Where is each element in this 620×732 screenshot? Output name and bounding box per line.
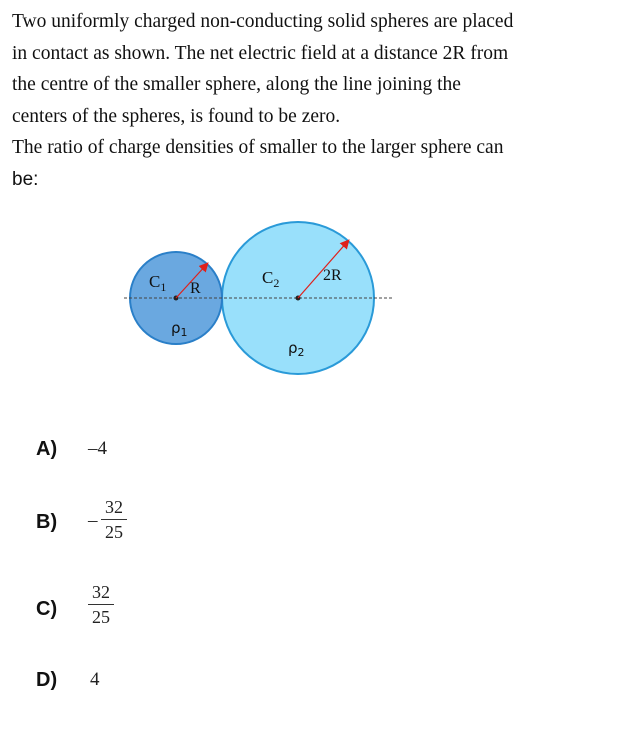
question-line: the centre of the smaller sphere, along the line joining the	[12, 74, 461, 95]
spheres-figure	[110, 215, 400, 385]
option-d-value[interactable]: 4	[90, 669, 100, 690]
large-radius-label: 2R	[323, 267, 342, 284]
question-text	[12, 6, 612, 195]
option-a-value[interactable]: –4	[88, 438, 107, 459]
question-line: be:	[12, 168, 39, 190]
option-b-sign: –	[88, 510, 98, 531]
option-b-fraction[interactable]	[101, 497, 127, 542]
large-center-label: $C_2$	[262, 268, 280, 290]
small-density-label: $\rho_1$	[171, 319, 188, 339]
question-line: Two uniformly charged non-conducting solid spheres are placed	[12, 11, 514, 32]
option-b-numerator: 32	[105, 497, 123, 517]
option-b-label[interactable]: B)	[36, 511, 58, 533]
question-line: The ratio of charge densities of smaller to the larger sphere can	[12, 137, 504, 158]
option-c-numerator: 32	[92, 582, 110, 602]
fraction-bar	[101, 519, 127, 520]
option-c-denominator: 25	[92, 607, 110, 627]
question-line: centers of the spheres, is found to be zero.	[12, 105, 341, 127]
option-d-label[interactable]: D)	[36, 669, 58, 691]
question-line: in contact as shown. The net electric field at a distance 2R from	[12, 42, 509, 64]
option-c-label[interactable]: C)	[36, 598, 58, 620]
option-c-fraction[interactable]	[88, 582, 114, 627]
fraction-bar	[88, 604, 114, 605]
small-radius-label: R	[190, 280, 201, 297]
option-b-denominator: 25	[105, 522, 123, 542]
small-center-label: $C_1$	[149, 272, 167, 294]
large-density-label: $\rho_2$	[288, 339, 305, 359]
option-a-label[interactable]: A)	[36, 438, 58, 460]
